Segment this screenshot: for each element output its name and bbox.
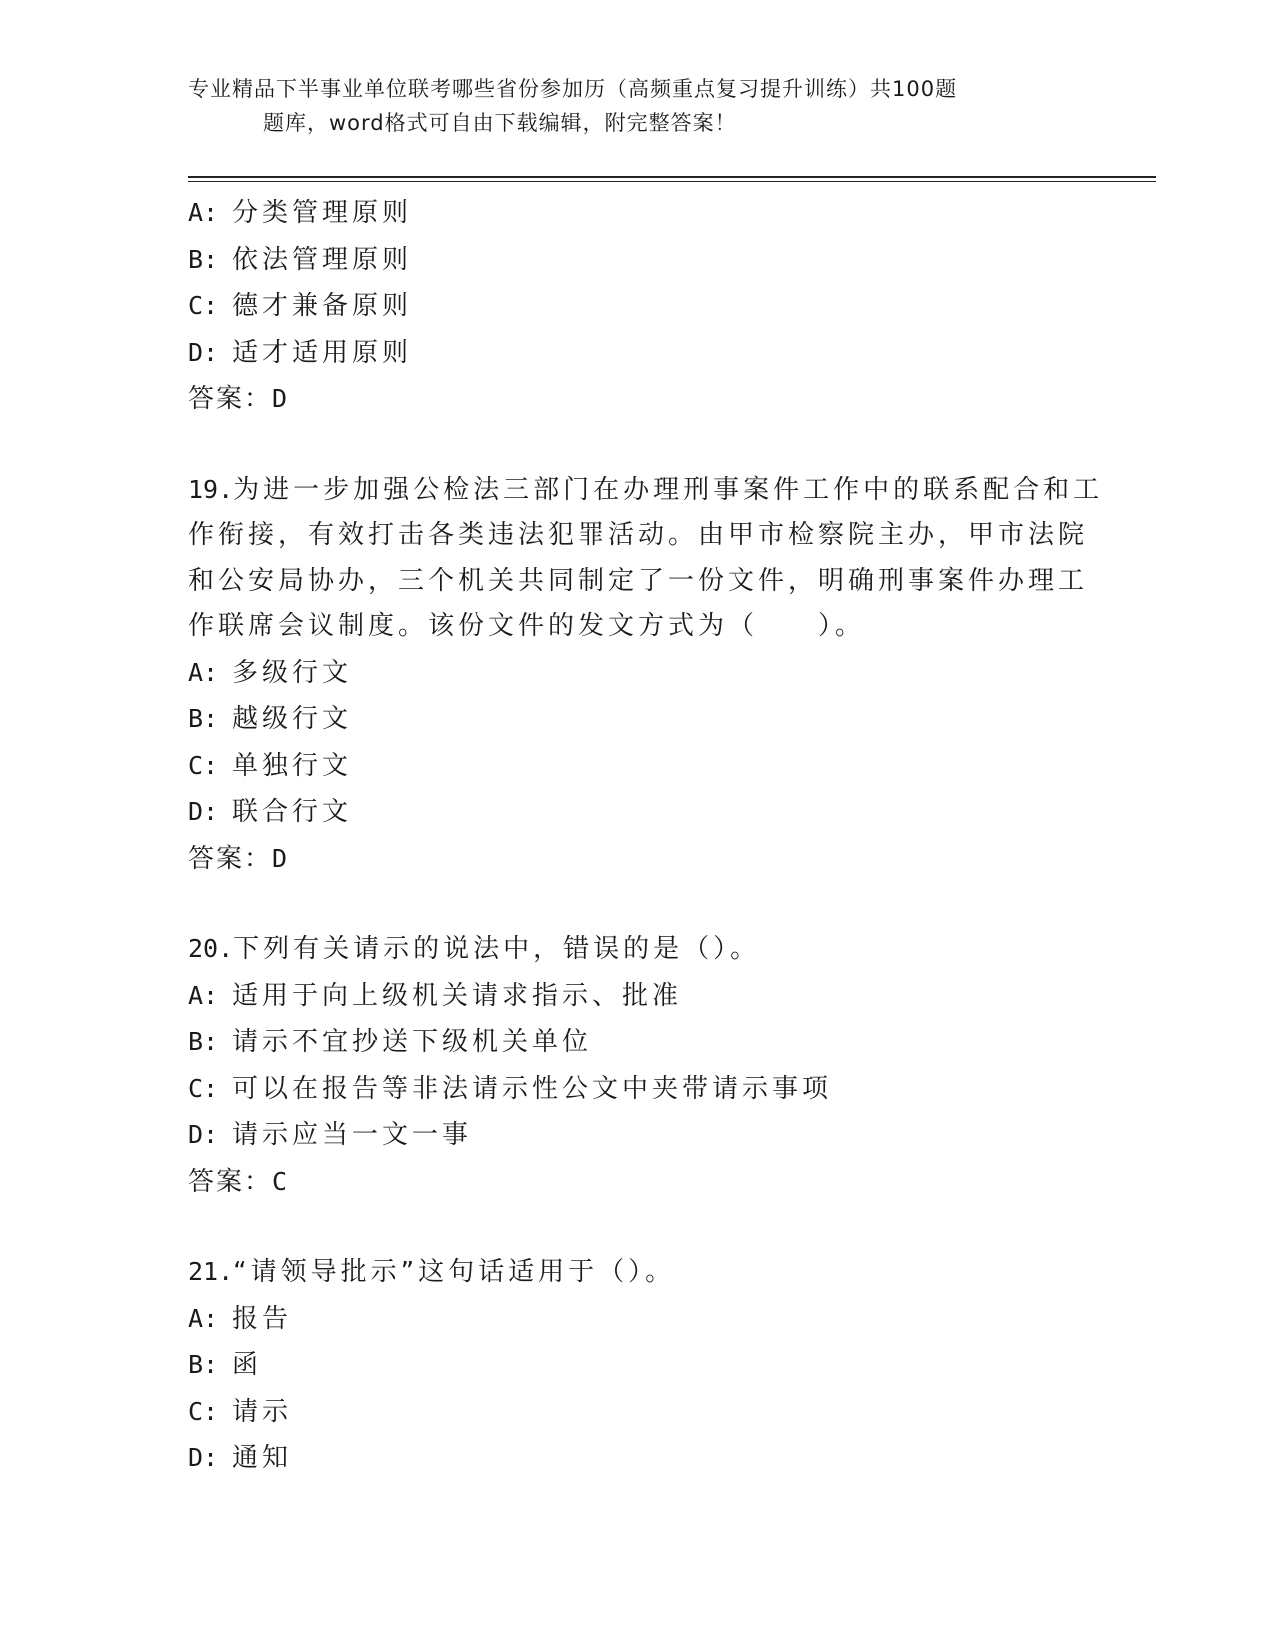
- question-number: 20.: [188, 934, 234, 963]
- option-text: 适用于向上级机关请求指示、批准: [232, 980, 683, 1011]
- option-text: 函: [232, 1350, 263, 1380]
- answer-line: [188, 1159, 1088, 1206]
- option-a: [188, 973, 1088, 1020]
- answer-value: D: [272, 843, 290, 873]
- question-text-line: 作衔接，有效打击各类违法犯罪活动。由甲市检察院主办，甲市法院: [188, 520, 1089, 550]
- option-key: A:: [188, 198, 219, 227]
- option-key: B:: [188, 704, 219, 733]
- option-a: [188, 1296, 1088, 1343]
- option-c: [188, 283, 1088, 330]
- option-text: 单独行文: [232, 750, 353, 781]
- header-title-line-2: 题库，word格式可自由下载编辑，附完整答案！: [263, 111, 737, 135]
- option-a: [188, 650, 1088, 697]
- option-key: D:: [188, 1120, 219, 1149]
- option-c: [188, 743, 1088, 790]
- question-text-line: 和公安局协办，三个机关共同制定了一份文件，明确刑事案件办理工: [188, 565, 1089, 596]
- question-text: 为进一步加强公检法三部门在办理刑事案件工作中的联系配合和工: [233, 474, 1104, 505]
- option-text: 适才适用原则: [232, 337, 413, 368]
- option-text: 请示不宜抄送下级机关单位: [232, 1027, 593, 1057]
- question-text: 下列有关请示的说法中，错误的是（）。: [233, 934, 761, 964]
- option-b: [188, 696, 1088, 743]
- answer-label: 答案：: [188, 384, 273, 414]
- question-list: [188, 190, 1104, 1482]
- document-header: [188, 72, 1068, 140]
- option-key: D:: [188, 797, 219, 826]
- option-key: A:: [188, 657, 219, 687]
- option-a: [188, 190, 1088, 237]
- question-number: 19.: [188, 474, 234, 504]
- option-d: [188, 789, 1088, 836]
- option-text: 越级行文: [232, 704, 353, 734]
- option-key: C:: [188, 750, 219, 780]
- option-key: A:: [188, 1303, 219, 1333]
- option-text: 德才兼备原则: [232, 291, 413, 321]
- option-key: C:: [188, 291, 219, 320]
- option-text: 通知: [232, 1443, 293, 1473]
- answer-line: [188, 376, 1088, 423]
- option-text: 报告: [232, 1303, 293, 1334]
- option-b: [188, 1019, 1088, 1066]
- question-21: [188, 1249, 1088, 1482]
- option-text: 分类管理原则: [232, 198, 413, 228]
- question-text-line: [188, 926, 1088, 973]
- header-divider-thin: [188, 181, 1156, 182]
- option-key: B:: [188, 1027, 219, 1056]
- option-text: 联合行文: [232, 797, 353, 827]
- option-text: 可以在报告等非法请示性公文中夹带请示事项: [232, 1073, 833, 1104]
- option-d: [188, 1435, 1088, 1482]
- option-key: C:: [188, 1073, 219, 1103]
- option-text: 依法管理原则: [232, 244, 413, 275]
- answer-value: D: [272, 384, 290, 413]
- option-key: B:: [188, 1350, 219, 1379]
- option-key: D:: [188, 337, 219, 367]
- question-text: “请领导批示”这句话适用于（）。: [233, 1257, 676, 1287]
- option-key: B:: [188, 244, 219, 274]
- option-b: [188, 1342, 1088, 1389]
- answer-label: 答案：: [188, 1166, 273, 1197]
- option-key: A:: [188, 980, 219, 1010]
- question-number: 21.: [188, 1257, 234, 1286]
- answer-line: [188, 836, 1088, 883]
- answer-label: 答案：: [188, 843, 273, 874]
- option-c: [188, 1389, 1088, 1436]
- option-b: [188, 237, 1088, 284]
- header-divider: [188, 176, 1156, 178]
- question-text-line: 作联席会议制度。该份文件的发文方式为（ ）。: [188, 611, 866, 641]
- option-text: 请示应当一文一事: [232, 1120, 473, 1150]
- option-text: 多级行文: [232, 657, 353, 688]
- question-text-line: [188, 1249, 1088, 1296]
- answer-value: C: [272, 1166, 290, 1196]
- option-c: [188, 1066, 1088, 1113]
- question-text-line: [188, 467, 1104, 514]
- option-d: [188, 330, 1088, 377]
- option-key: C:: [188, 1396, 219, 1426]
- header-title-line-1: 专业精品下半事业单位联考哪些省份参加历（高频重点复习提升训练）共100题: [188, 77, 958, 101]
- question-20: [188, 926, 1088, 1205]
- option-text: 请示: [232, 1396, 293, 1427]
- question-18-continued: [188, 190, 1088, 423]
- option-key: D:: [188, 1443, 219, 1472]
- option-d: [188, 1112, 1088, 1159]
- question-19: [188, 467, 1104, 883]
